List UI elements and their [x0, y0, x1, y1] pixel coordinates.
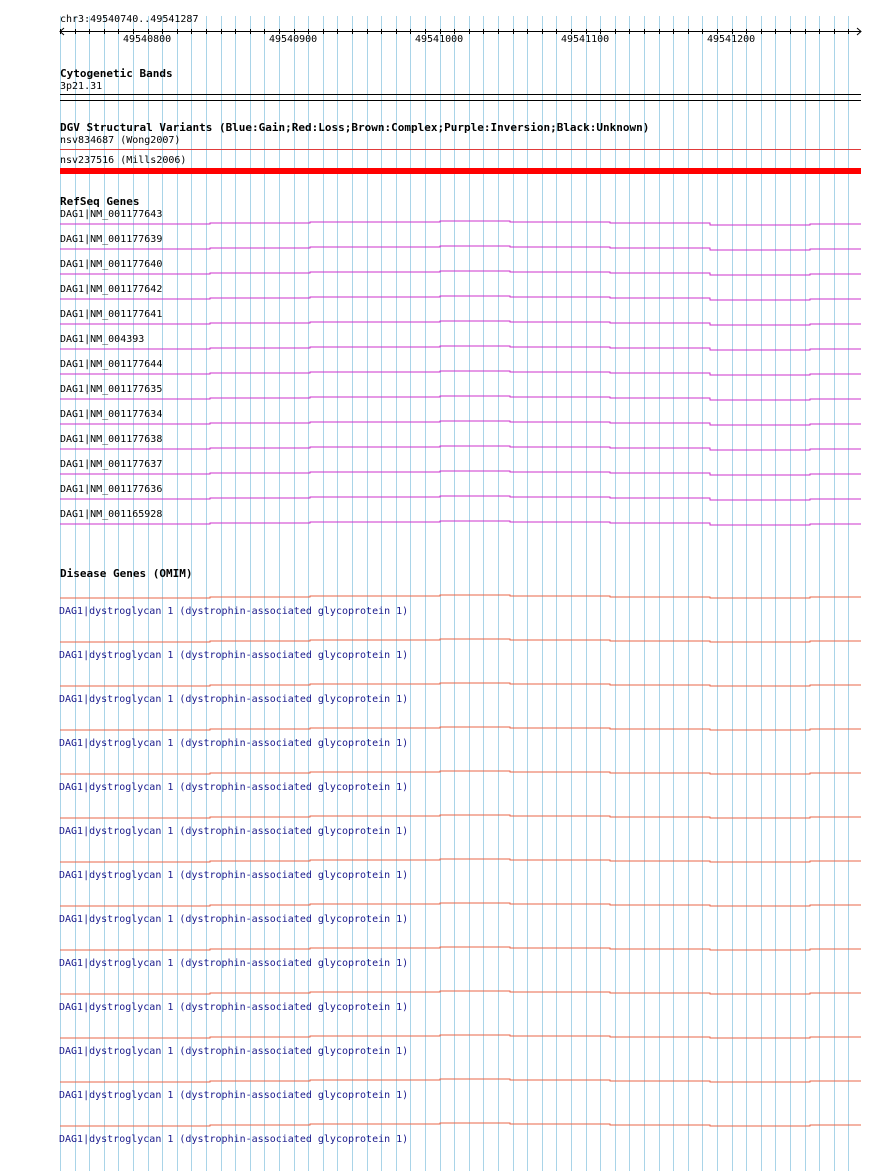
refseq-gene-glyph: [60, 246, 861, 250]
refseq-gene-label[interactable]: DAG1|NM_001177638: [60, 434, 163, 445]
refseq-gene-label[interactable]: DAG1|NM_001177634: [60, 409, 163, 420]
refseq-gene-label[interactable]: DAG1|NM_001177641: [60, 309, 163, 320]
refseq-gene-glyph: [60, 521, 861, 525]
tick-label-49540800: 49540800: [123, 34, 172, 45]
dgv-variant-label[interactable]: nsv237516 (Mills2006): [60, 155, 187, 166]
refseq-gene-glyph: [60, 346, 861, 350]
tick-label-49540900: 49540900: [269, 34, 318, 45]
omim-gene-link[interactable]: DAG1|dystroglycan 1 (dystrophin-associated glycoprotein 1): [59, 694, 409, 705]
omim-gene-link[interactable]: DAG1|dystroglycan 1 (dystrophin-associated glycoprotein 1): [59, 958, 409, 969]
omim-gene-link[interactable]: DAG1|dystroglycan 1 (dystrophin-associated glycoprotein 1): [59, 1134, 409, 1145]
refseq-gene-glyph: [60, 421, 861, 425]
cytoband-label[interactable]: 3p21.31: [60, 81, 103, 92]
refseq-gene-label[interactable]: DAG1|NM_001177636: [60, 484, 163, 495]
refseq-gene-glyph: [60, 446, 861, 450]
refseq-gene-label[interactable]: DAG1|NM_001177644: [60, 359, 163, 370]
refseq-gene-label[interactable]: DAG1|NM_001177635: [60, 384, 163, 395]
omim-gene-glyph: [60, 727, 861, 730]
omim-gene-link[interactable]: DAG1|dystroglycan 1 (dystrophin-associated glycoprotein 1): [59, 826, 409, 837]
omim-gene-glyph: [60, 771, 861, 774]
refseq-gene-glyph: [60, 471, 861, 475]
omim-gene-link[interactable]: DAG1|dystroglycan 1 (dystrophin-associated glycoprotein 1): [59, 1002, 409, 1013]
refseq-gene-glyph: [60, 321, 861, 325]
tick-label-49541100: 49541100: [561, 34, 610, 45]
refseq-gene-label[interactable]: DAG1|NM_001177643: [60, 209, 163, 220]
omim-gene-glyph: [60, 859, 861, 862]
omim-gene-glyph: [60, 683, 861, 686]
cytoband-track-title: Cytogenetic Bands: [60, 67, 173, 80]
tick-label-49541200: 49541200: [707, 34, 756, 45]
refseq-gene-glyph: [60, 496, 861, 500]
location-label: chr3:49540740..49541287: [60, 14, 199, 25]
refseq-gene-glyph: [60, 221, 861, 225]
dgv-variant-label[interactable]: nsv834687 (Wong2007): [60, 135, 181, 146]
omim-gene-glyph: [60, 815, 861, 818]
refseq-gene-label[interactable]: DAG1|NM_001177642: [60, 284, 163, 295]
refseq-gene-glyph: [60, 396, 861, 400]
refseq-gene-label[interactable]: DAG1|NM_001177640: [60, 259, 163, 270]
omim-gene-link[interactable]: DAG1|dystroglycan 1 (dystrophin-associated glycoprotein 1): [59, 1046, 409, 1057]
omim-gene-link[interactable]: DAG1|dystroglycan 1 (dystrophin-associated glycoprotein 1): [59, 738, 409, 749]
refseq-gene-label[interactable]: DAG1|NM_001177639: [60, 234, 163, 245]
refseq-gene-label[interactable]: DAG1|NM_001177637: [60, 459, 163, 470]
omim-gene-glyph: [60, 991, 861, 994]
dgv-track-title: DGV Structural Variants (Blue:Gain;Red:Loss;Brown:Complex;Purple:Inversion;Black:Unknown): [60, 121, 650, 134]
omim-gene-link[interactable]: DAG1|dystroglycan 1 (dystrophin-associated glycoprotein 1): [59, 1090, 409, 1101]
refseq-gene-glyph: [60, 371, 861, 375]
omim-gene-glyph: [60, 1123, 861, 1126]
refseq-gene-label[interactable]: DAG1|NM_001165928: [60, 509, 163, 520]
refseq-gene-glyph: [60, 296, 861, 300]
omim-gene-link[interactable]: DAG1|dystroglycan 1 (dystrophin-associated glycoprotein 1): [59, 606, 409, 617]
omim-gene-glyph: [60, 1035, 861, 1038]
omim-gene-link[interactable]: DAG1|dystroglycan 1 (dystrophin-associated glycoprotein 1): [59, 782, 409, 793]
omim-gene-link[interactable]: DAG1|dystroglycan 1 (dystrophin-associated glycoprotein 1): [59, 650, 409, 661]
refseq-track-title: RefSeq Genes: [60, 195, 140, 208]
tick-label-49541000: 49541000: [415, 34, 464, 45]
omim-gene-glyph: [60, 1079, 861, 1082]
omim-track-title: Disease Genes (OMIM): [60, 567, 193, 580]
omim-gene-glyph: [60, 639, 861, 642]
omim-gene-link[interactable]: DAG1|dystroglycan 1 (dystrophin-associated glycoprotein 1): [59, 870, 409, 881]
omim-gene-glyph: [60, 903, 861, 906]
omim-gene-link[interactable]: DAG1|dystroglycan 1 (dystrophin-associated glycoprotein 1): [59, 914, 409, 925]
refseq-gene-glyph: [60, 271, 861, 275]
omim-gene-glyph: [60, 595, 861, 598]
omim-gene-glyph: [60, 947, 861, 950]
refseq-gene-label[interactable]: DAG1|NM_004393: [60, 334, 145, 345]
